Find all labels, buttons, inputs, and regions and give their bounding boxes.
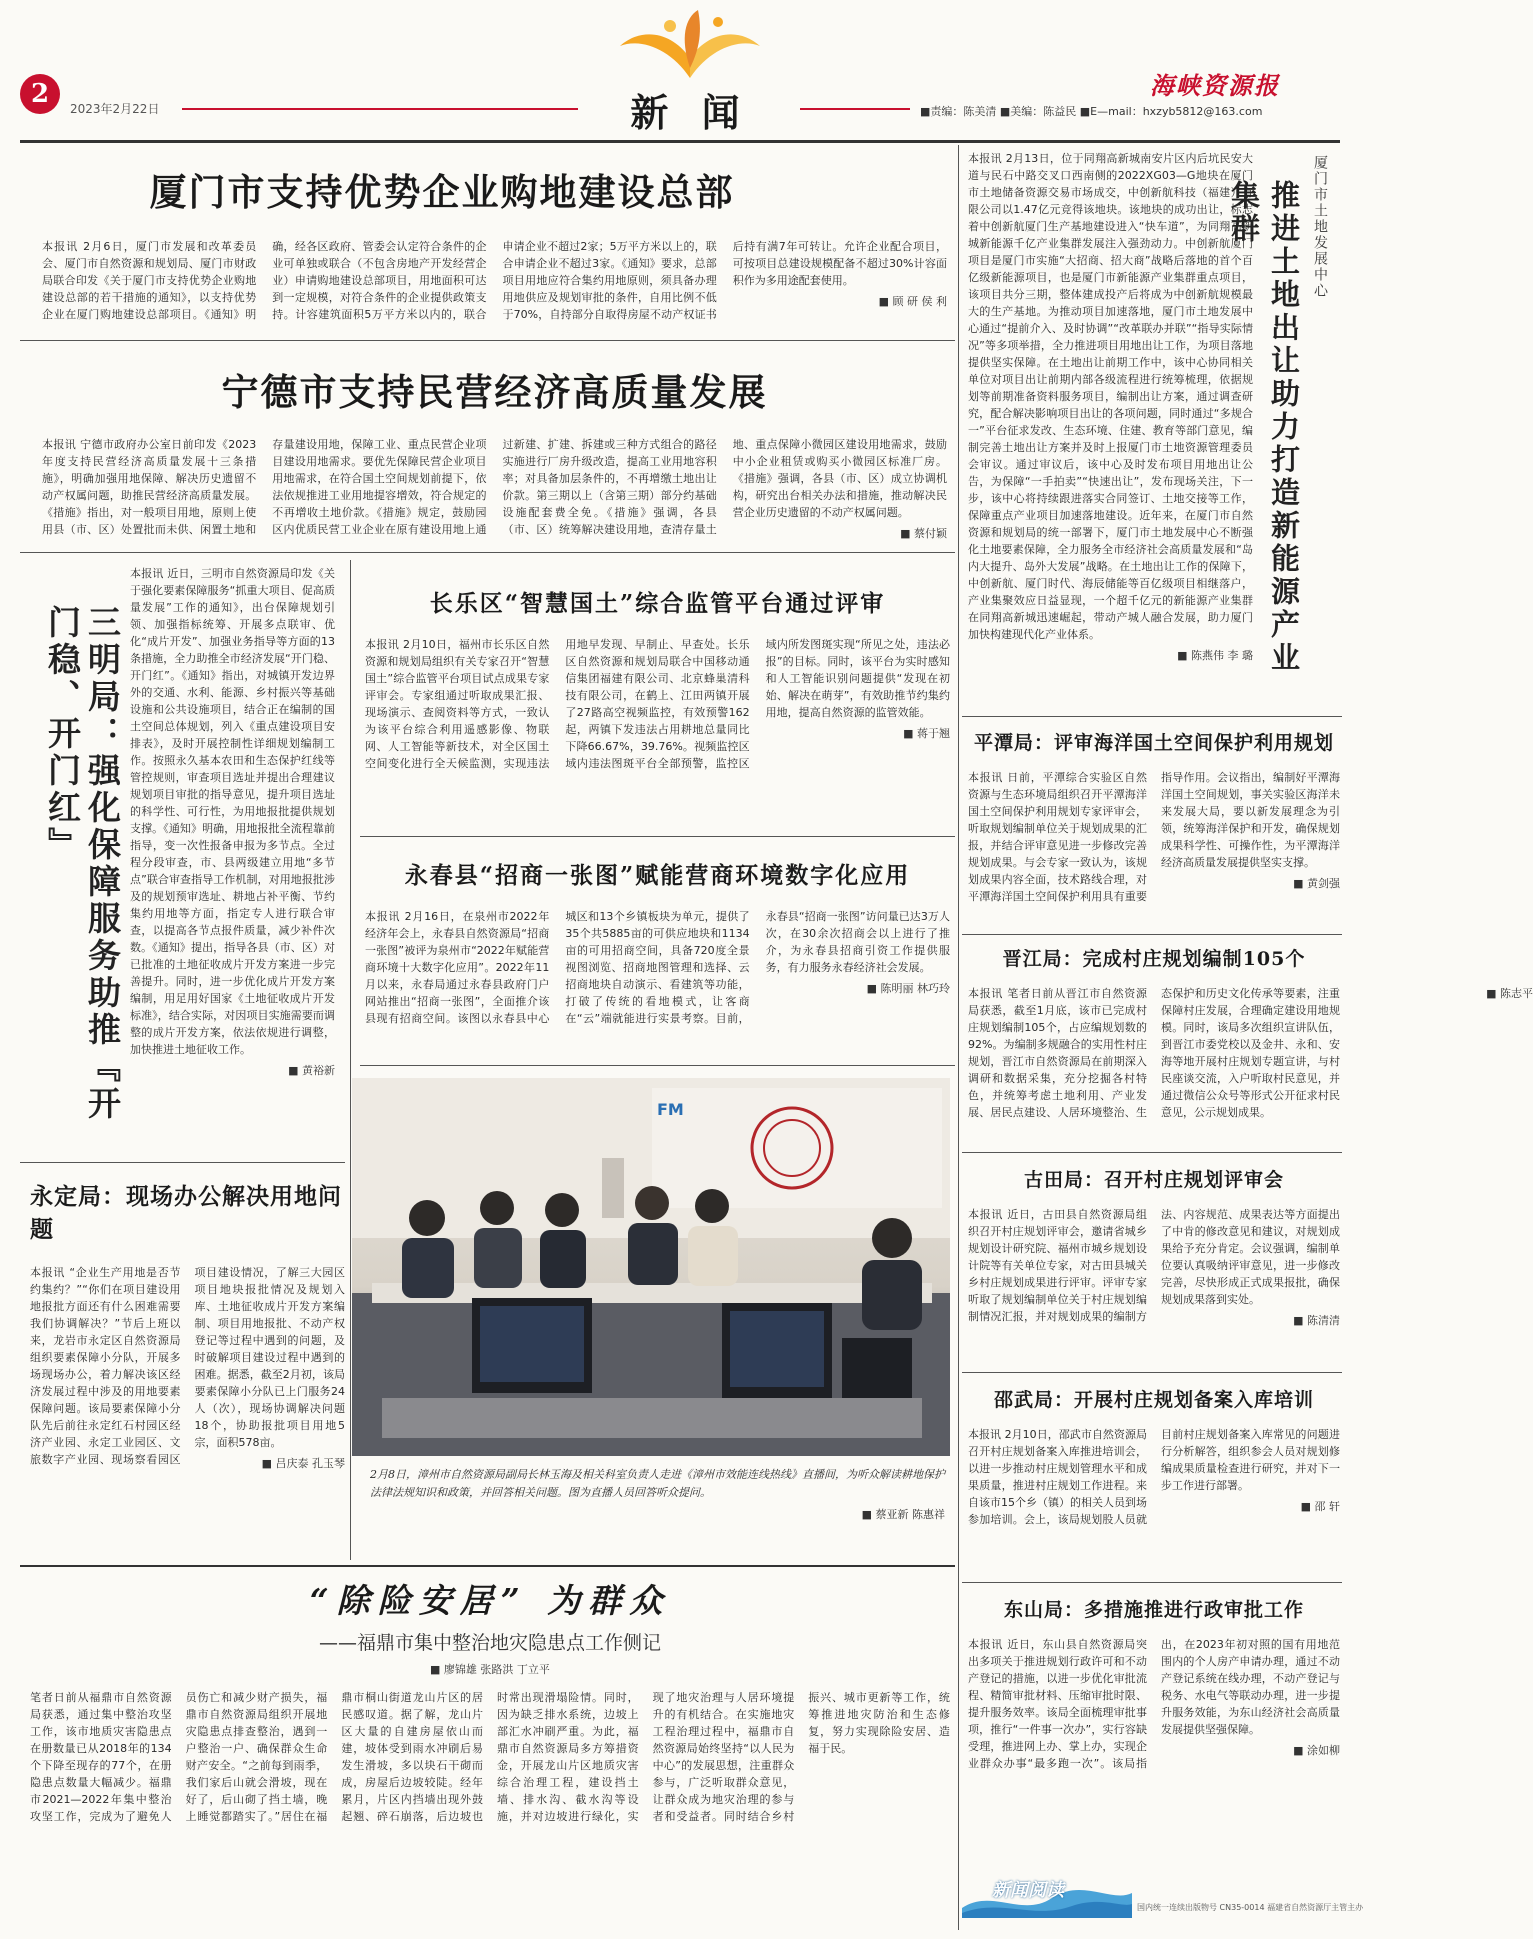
studio-fm-logo: FM xyxy=(657,1100,684,1119)
divider xyxy=(962,716,1342,717)
article-sanming-title: 三明局：强化保障服务助推『开门稳、开门红』 xyxy=(43,605,122,1123)
article-shaowu-text: 本报讯 2月10日，邵武市自然资源局召开村庄规划备案入库推进培训会，以进一步推动村庄规划管理水平和成果质量，推进村庄规划工作进程。来自该市15个乡（镇）的相关人员到场参加培训。会上，该局规划股人员就目前村庄规划备案入库常见的问题进行分析解答，组织参会人员对规划修编成果质量检查进行研究，并对下一步工作进行部署。 xyxy=(968,1428,1340,1526)
article-shaowu-body xyxy=(968,1426,1340,1556)
article-xiamen-title: 厦门市支持优势企业购地建设总部 xyxy=(149,170,735,214)
article-jinjiang-title: 晋江局：完成村庄规划编制105个 xyxy=(1002,948,1306,970)
article-changle-body xyxy=(365,636,950,811)
article-dongshan-title: 东山局：多措施推进行政审批工作 xyxy=(1003,1599,1304,1621)
article-fuding-subtitle: ——福鼎市集中整治地灾隐患点工作侧记 xyxy=(318,1632,661,1654)
divider xyxy=(350,560,351,1560)
article-fuding-body xyxy=(30,1689,950,1939)
article-pingtan-title: 平潭局：评审海洋国土空间保护利用规划 xyxy=(973,732,1334,754)
article-shaowu xyxy=(968,1385,1340,1575)
article-xiamen-byline: ■ 顾 研 侯 利 xyxy=(878,295,947,308)
article-xiamen-land-body xyxy=(968,150,1253,705)
article-pingtan-byline: ■ 黄剑强 xyxy=(1293,877,1340,890)
divider xyxy=(962,1372,1342,1373)
article-yongding xyxy=(30,1178,345,1558)
article-fuding-title: “除险安居” 为群众 xyxy=(309,1581,671,1620)
article-yongchun xyxy=(365,857,950,1057)
article-fuding xyxy=(30,1575,950,1930)
article-changle-byline: ■ 蒋于翘 xyxy=(903,727,950,740)
divider xyxy=(360,836,955,837)
article-fuding-text: 笔者日前从福鼎市自然资源局获悉，通过集中整治攻坚工作，该市地质灾害隐患点在册数量已从2018年的134个下降至现存的77个，在册隐患点数量大幅减少。福鼎市2021—2022年集中整治攻坚工作，完成为了避免人员伤亡和减少财产损失，福鼎市自然资源局组织开展地灾隐患点排查整治，遇到一户整治一户、确保群众生命财产安全。“之前每到雨季，我们家后山就会滑坡，现在好了，后山砌了挡土墙，晚上睡觉都踏实了。”居住在福鼎市桐山街道龙山片区的居民感叹道。据了解，龙山片区大量的自建房屋依山而建，坡体受到雨水冲刷后易发生滑坡，多以块石干砌而成，房屋后边坡较陡。经年累月，片区内挡墙出现外鼓起翘、碎石崩落，后边坡也时常出现滑塌险情。同时，因为缺乏排水系统，边坡上部汇水冲刷严重。为此，福鼎市自然资源局多方筹措资金，开展龙山片区地质灾害综合治理工程，建设挡土墙、排水沟、截水沟等设施，并对边坡进行绿化，实现了地灾治理与人居环境提升的有机结合。在实施地灾工程治理过程中，福鼎市自然资源局始终坚持“以人民为中心”的发展思想，注重群众参与，广泛听取群众意见，让群众成为地灾治理的参与者和受益者。同时结合乡村振兴、城市更新等工作，统筹推进地灾防治和生态修复，努力实现除险安居、造福于民。 xyxy=(30,1691,950,1823)
divider xyxy=(20,552,955,553)
article-xiamen-text: 本报讯 2月6日，厦门市发展和改革委员会、厦门市自然资源和规划局、厦门市财政局联合印发《关于厦门市支持优势企业购地建设总部的若干措施的通知》，以支持优势企业在厦门购地建设总部项目。《通知》明确，经各区政府、管委会认定符合条件的企业可单独或联合（不包含房地产开发经营企业）申请购地建设总部项目，用地面积可达到一定规模，对符合条件的企业提供政策支持。计容建筑面积5万平方米以内的，联合申请企业不超过2家；5万平方米以上的，联合申请企业不超过3家。《通知》要求，总部项目用地应符合集约用地原则，须具备办理用地供应及规划审批的条件，自用比例不低于70%，自持部分自取得房屋不动产权证书后持有满7年可转让。允许企业配合项目，可按项目总建设规模配备不超过30%计容面积作为多用途配套使用。 xyxy=(42,240,947,321)
divider xyxy=(20,1565,955,1567)
article-xiamen-land xyxy=(968,150,1343,710)
article-jinjiang-text: 本报讯 笔者日前从晋江市自然资源局获悉，截至1月底，该市已完成村庄规划编制105个，占应编规划数的92%。为编制多规融合的实用性村庄规划，晋江市自然资源局在前期深入调研和数据采集，充分挖掘各村特色，并统筹考虑土地利用、产业发展、居民点建设、人居环境整治、生态保护和历史文化传承等要素，注重保障村庄发展，合理确定建设用地规模。同时，该局多次组织宣讲队伍，到晋江市委党校以及金井、永和、安海等地开展村庄规划专题宣讲，与村民座谈交流，入户听取村民意见，并通过微信公众号等形式公开征求村民意见，公示规划成果。 xyxy=(968,987,1340,1119)
article-yongchun-byline: ■ 陈明丽 林巧玲 xyxy=(866,982,950,995)
article-xiamen-land-byline: ■ 陈燕伟 李 璐 xyxy=(1177,649,1253,662)
article-gutian-title: 古田局：召开村庄规划评审会 xyxy=(1023,1169,1284,1191)
studio-scene-image xyxy=(352,1078,950,1456)
photo-caption-text: 2月8日，漳州市自然资源局副局长林玉海及相关科室负责人走进《漳州市效能连线热线》直播间，为听众解读耕地保护法律法规知识和政策，并回答相关问题。图为直播人员回答听众提问。 xyxy=(370,1468,945,1499)
article-ningde-body xyxy=(42,436,947,566)
article-sanming-byline: ■ 黄裕新 xyxy=(288,1064,335,1077)
footer-logo xyxy=(962,1868,1132,1918)
article-changle-text: 本报讯 2月10日，福州市长乐区自然资源和规划局组织有关专家召开“智慧国土”综合监管平台项目试点成果专家评审会。专家组通过听取成果汇报、现场演示、查阅资料等方式，一致认为该平台综合利用遥感影像、物联网、人工智能等新技术，对全区国土空间变化进行全天候监测，实现违法用地早发现、早制止、早查处。长乐区自然资源和规划局联合中国移动通信集团福建有限公司、北京蜂巢清科技有限公司，在鹤上、江田两镇开展了27路高空视频监控，有效预警162起，两镇下发违法占用耕地总量同比下降66.67%，39.76%。视频监控区域内违法图斑平台全部预警，监控区域内所发图斑实现“所见之处，违法必报”的目标。同时，该平台为实时感知和人工智能识别问题提供“发现在初始、解决在萌芽”，有效助推节约集约用地，提高自然资源的监管效能。 xyxy=(365,638,950,770)
divider xyxy=(962,934,1342,935)
divider xyxy=(20,340,955,341)
article-jinjiang xyxy=(968,944,1533,1144)
article-ningde-title: 宁德市支持民营经济高质量发展 xyxy=(221,370,768,414)
article-pingtan-body xyxy=(968,769,1340,919)
photo-caption xyxy=(370,1466,945,1546)
article-shaowu-title: 邵武局：开展村庄规划备案入库培训 xyxy=(993,1389,1314,1411)
article-jinjiang-body xyxy=(968,985,1533,1137)
divider xyxy=(20,1162,345,1163)
article-changle-title: 长乐区“智慧国土”综合监管平台通过评审 xyxy=(429,590,886,617)
article-dongshan-body xyxy=(968,1636,1340,1836)
article-yongding-title: 永定局：现场办公解决用地问题 xyxy=(30,1183,342,1243)
section-title: 新 闻 xyxy=(630,90,750,135)
flower-ornament-icon xyxy=(610,8,770,88)
article-dongshan xyxy=(968,1595,1340,1860)
divider xyxy=(958,145,959,1930)
right-rule xyxy=(800,108,910,110)
masthead xyxy=(0,0,1361,138)
article-ningde xyxy=(42,350,947,545)
issue-date: 2023年2月22日 xyxy=(70,102,160,116)
footer-logo-text: 新闻阅读 xyxy=(992,1880,1064,1901)
article-pingtan xyxy=(968,728,1340,928)
article-yongchun-title: 永春县“招商一张图”赋能营商环境数字化应用 xyxy=(404,862,911,889)
editors-line: ■责编：陈美清 ■美编：陈益民 ■E—mail：hxzyb5812@163.com xyxy=(920,105,1263,118)
article-dongshan-byline: ■ 涂如柳 xyxy=(1293,1744,1340,1757)
article-ningde-text: 本报讯 宁德市政府办公室日前印发《2023年度支持民营经济高质量发展十三条措施》，明确加强用地保障、解决历史遗留不动产权属问题，助推民营经济高质量发展。《措施》指出，对一般项目用地，原则上使用县（市、区）处置批而未供、闲置土地和存量建设用地，保障工业、重点民营企业项目建设用地需求。要优先保障民营企业项目用地需求，在符合国土空间规划前提下，依法依规推进工业用地提容增效，符合规定的不再增收土地价款。《措施》规定，鼓励园区内优质民营工业企业在原有建设用地上通过新建、扩建、拆建或三种方式组合的路径实施进行厂房升级改造，提高工业用地容积率；对具备加层条件的，不再增缴土地出让价款。第三期以上（含第三期）部分约基础设施配套费全免。《措施》强调，各县（市、区）统筹解决建设用地，查清存量土地、重点保障小微园区建设用地需求，鼓励中小企业租赁或购买小微园区标准厂房。《措施》强调，各县（市、区）成立协调机构，研究出台相关办法和措施，推动解决民营企业历史遗留的不动产权属问题。 xyxy=(42,438,947,536)
article-gutian-text: 本报讯 近日，古田县自然资源局组织召开村庄规划评审会，邀请省城乡规划设计研究院、福州市城乡规划设计院等有关单位专家，对古田县城关乡村庄规划成果进行评审。评审专家听取了规划编制单位关于村庄规划编制情况汇报，并对规划成果的编制方法、内容规范、成果表达等方面提出了中肯的修改意见和建议，对规划成果给予充分肯定。会议强调，编制单位要认真吸纳评审意见，进一步修改完善，尽快形成正式成果报批，确保规划成果落到实处。 xyxy=(968,1208,1340,1323)
article-xiamen xyxy=(42,150,947,335)
article-gutian-byline: ■ 陈清清 xyxy=(1293,1314,1340,1327)
newspaper-name: 海峡资源报 xyxy=(1150,71,1280,100)
article-dongshan-text: 本报讯 近日，东山县自然资源局突出多项关于推进规划行政许可和不动产登记的措施，以进一步优化审批流程、精简审批材料、压缩审批时限、提升服务效率。该局全面梳理审批事项，推行“一件事一次办”，实行容缺受理，推进网上办、掌上办，实现企业群众办事“最多跑一次”。该局指出，在2023年初对照的国有用地范围内的个人房产申请办理，通过不动产登记系统在线办理，不动产登记与税务、水电气等联动办理，进一步提升服务效能，为东山经济社会高质量发展提供坚强保障。 xyxy=(968,1638,1340,1770)
article-xiamen-body xyxy=(42,238,947,350)
article-xiamen-land-title: 推进土地出让助力打造新能源产业集群 xyxy=(1227,180,1301,675)
page-number-badge: 2 xyxy=(20,74,60,114)
article-fuding-authors: ■ 廖锦雄 张路洪 丁立平 xyxy=(430,1663,550,1676)
article-yongding-body xyxy=(30,1264,345,1584)
article-changle xyxy=(365,585,950,825)
article-yongding-byline: ■ 吕庆泰 孔玉琴 xyxy=(261,1457,345,1470)
article-yongchun-body xyxy=(365,908,950,1048)
left-rule xyxy=(182,108,578,110)
article-pingtan-text: 本报讯 日前，平潭综合实验区自然资源与生态环境局组织召开平潭海洋国土空间保护利用规划专家评审会，听取规划编制单位关于规划成果的汇报，并结合评审意见进一步修改完善规划成果。与会专家一致认为，该规划成果内容全面，技术路线合理，对平潭海洋国土空间保护利用具有重要指导作用。会议指出，编制好平潭海洋国土空间规划，事关实验区海洋未来发展大局，要以新发展理念为引领，统筹海洋保护和开发，确保规划成果科学性、可操作性，为平潭海洋经济高质量发展提供坚实支撑。 xyxy=(968,771,1340,903)
article-gutian xyxy=(968,1165,1340,1365)
article-xiamen-land-text: 本报讯 2月13日，位于同翔高新城南安片区内后坑民安大道与民石中路交叉口西南侧的2022XG03—G地块在厦门市土地储备资源交易市场成交，中创新航科技（福建）有限公司以1.47亿元竞得该地块。该地块的成功出让，标志着中创新航厦门生产基地建设进入“快车道”，为同翔高新城新能源千亿产业集群发展注入强劲动力。中创新航厦门项目是厦门市实施“大招商、招大商”战略后落地的首个百亿级新能源项目，也是厦门市新能源产业集群重点项目，该项目共分三期，整体建成投产后将成为中创新航规模最大的生产基地。为推动项目加速落地，厦门市土地发展中心通过“提前介入、及时协调”“改革联办并联”“指导实际情况”等多项举措，全力推进项目用地出让工作，为项目落地提供坚实保障。在土地出让前期工作中，该中心协同相关单位对项目出让前期内部各级流程进行统筹梳理，依据规划等前期准备资料服务项目，编制出让方案，通过调查研究，配合解决影响项目出让的各项问题，同时通过“多规合一”平台征求发改、生态环境、住建、教育等部门意见，编制完善土地出让方案并及时上报厦门市土地资源管理委员会审议。通过审议后，该中心及时发布项目用地出让公告，为保障“一手拍卖”“快速出让”，发布现场关注，下一步，该中心将持续跟进落实合同签订、土地交接等工作，保障重点产业项目加速落地建设。近年来，在厦门市自然资源和规划局的统一部署下，厦门市土地发展中心不断强化土地要素保障，全力服务全市经济社会高质量发展和“岛内大提升、岛外大发展”战略。在土地出让工作的保障下，中创新航、厦门时代、海辰储能等百亿级项目相继落户，产业集聚效应日益显现，一个超千亿元的新能源产业集群在同翔高新城迅速崛起，带动产城人融合发展，助力厦门加快构建现代化产业体系。 xyxy=(968,152,1253,641)
masthead-bottom-rule xyxy=(20,140,1340,143)
article-jinjiang-byline: ■ 陈志平 xyxy=(1486,987,1533,1000)
radio-studio-photo xyxy=(352,1078,950,1456)
photo-caption-byline: ■ 蔡亚新 陈惠祥 xyxy=(861,1508,945,1521)
divider xyxy=(962,1582,1342,1583)
article-yongchun-text: 本报讯 2月16日，在泉州市2022年经济年会上，永春县自然资源局“招商一张图”被评为泉州市“2022年赋能营商环境十大数字化应用”。2022年11月以来，永春局通过永春县政府门户网站推出“招商一张图”，全面推介该县现有招商空间。该图以永春县中心城区和13个乡镇板块为单元，提供了35个共5885亩的可供应地块和1134亩的可用招商空间，具备720度全景视图浏览、招商地图管理和选择、云招商地块自动演示、看建筑等功能，打破了传统的看地模式，让客商在“云”端就能进行实景考察。目前，永春县“招商一张图”访问量已达3万人次，在30余次招商会以上进行了推介，为永春县招商引资工作提供服务，有力服务永春经济社会发展。 xyxy=(365,910,950,1025)
article-xiamen-land-kicker: 厦门市土地发展中心 xyxy=(1312,155,1328,299)
article-sanming-body xyxy=(130,565,335,1145)
article-ningde-byline: ■ 蔡付颖 xyxy=(900,527,947,540)
article-sanming-text: 本报讯 近日，三明市自然资源局印发《关于强化要素保障服务“抓重大项目、促高质量发展”工作的通知》，出台保障规划引领、加强指标统筹、开展多点联审、优化“成片开发”、加强业务指导等方面的13条措施，全力助推全市经济发展“开门稳、开门红”。《通知》指出，对城镇开发边界外的交通、水利、能源、乡村振兴等基础设施和公共设施项目，结合正在编制的国土空间总体规划，列入《重点建设项目安排表》，及时开展控制性详细规划编制工作。按照永久基本农田和生态保护红线等管控规则，审查项目选址并提出合理建议规划项目审批的指导意见，提升项目选址的科学性、可行性，为用地报批提供规划支撑。《通知》明确，用地报批全流程靠前指导，变一次性报备申报为多节点。全过程分段审查，市、县两级建立用地“多节点”联合审查指导工作机制，对用地报批涉及的规划预审选址、耕地占补平衡、节约集约用地等方面，指定专人进行联合审查，以提高各节点报件质量，减少补件次数。《通知》提出，指导各县（市、区）对已批准的土地征收成片开发方案进一步完善提升。同时，进一步优化成片开发方案编制，用足用好国家《土地征收成片开发标准》，结合实际，对因项目实施需要而调整的成片开发方案，依法依规进行调整，加快推进土地征收工作。 xyxy=(130,567,335,1056)
divider xyxy=(360,1065,955,1066)
article-shaowu-byline: ■ 邵 轩 xyxy=(1300,1500,1340,1513)
footer-info: 国内统一连续出版物号 CN35-0014 福建省自然资源厅主管主办 xyxy=(1137,1903,1364,1912)
divider xyxy=(962,1152,1342,1153)
article-sanming xyxy=(30,565,340,1150)
article-gutian-body xyxy=(968,1206,1340,1356)
article-yongding-text: 本报讯 “企业生产用地是否节约集约？”“你们在项目建设用地报批方面还有什么困难需要我们协调解决？”节后上班以来，龙岩市永定区自然资源局组织要素保障小分队，开展多场现场办公，着力解决该区经济发展过程中涉及的用地要素保障问题。该局要素保障小分队先后前往永定红石村园区经济产业园、永定工业园区、文旅数字产业园、现场察看园区项目建设情况，了解三大园区项目地块报批情况及规划入库、土地征收成片开发方案编制、项目用地报批、不动产权登记等过程中遇到的问题，及时破解项目建设过程中遇到的困难。据悉，截至2月初，该局要素保障小分队已上门服务24人（次），现场协调解决问题18个，协助报批项目用地5宗，面积578亩。 xyxy=(30,1266,345,1466)
footer xyxy=(962,1868,1364,1928)
